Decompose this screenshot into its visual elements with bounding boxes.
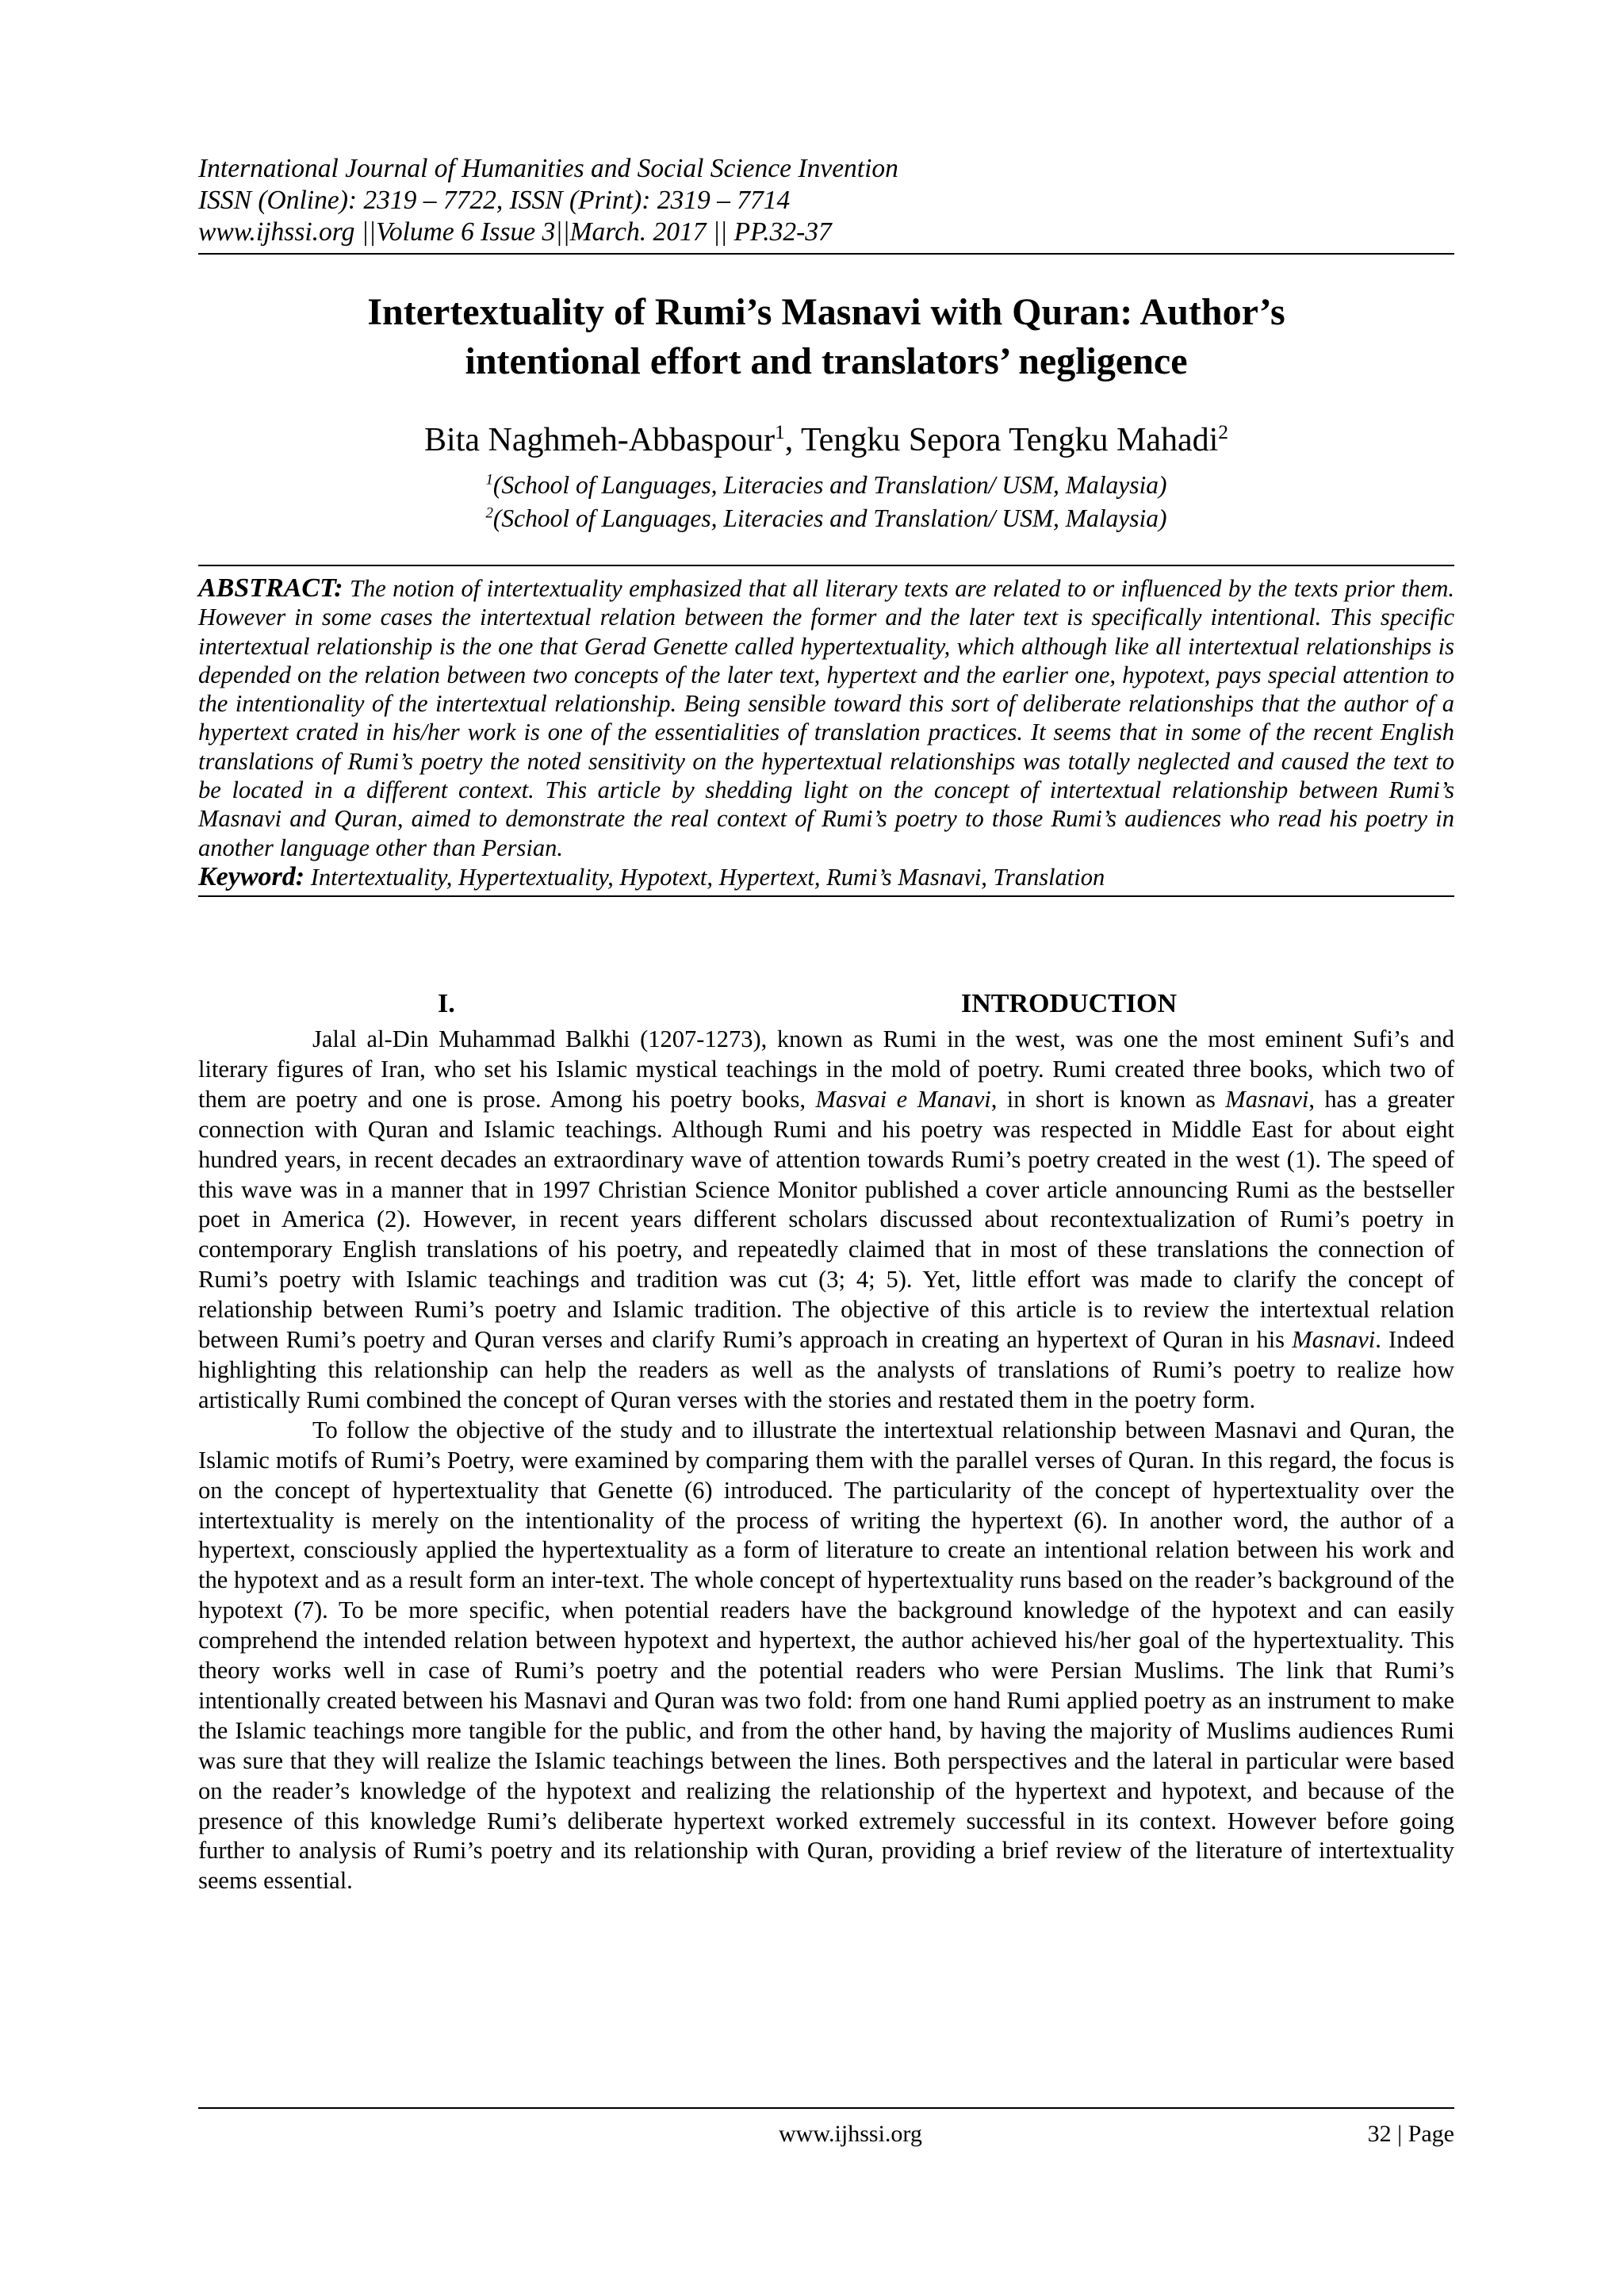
author-1: Bita Naghmeh-Abbaspour	[424, 422, 776, 458]
paragraph-1-italic-2: Masnavi	[1225, 1085, 1309, 1113]
footer-page-number: 32 | Page	[1367, 2121, 1454, 2147]
journal-name: International Journal of Humanities and Social Science Invention	[198, 154, 898, 183]
affiliation-2	[198, 503, 1454, 535]
keyword-label: Keyword:	[198, 861, 305, 891]
title-line-1: Intertextuality of Rumi’s Masnavi with Quran: Author’s	[367, 291, 1285, 333]
paragraph-2: To follow the objective of the study and to illustrate the intertextual relationship between Masnavi and Quran, the Islamic motifs of Rumi’s Poetry, were examined by comparing them with the parallel verses of Quran. In this regard, the focus is on the concept of hypertextuality that Genette (6) introduced. The particularity of the concept of hypertextuality over the intertextuality is merely on the intentionality of the process of writing the hypertext (6). In another word, the author of a hypertext, consciously applied the hypertextuality as a form of literature to create an intentional relation between his work and the hypotext and as a result form an inter-text. The whole concept of hypertextuality runs based on the reader’s background of the hypotext (7). To be more specific, when potential readers have the background knowledge of the hypotext and can easily comprehend the intended relation between hypotext and hypertext, the author achieved his/her goal of the hypertextuality. This theory works well in case of Rumi’s poetry and the potential readers who were Persian Muslims. The link that Rumi’s intentionally created between his Masnavi and Quran was two fold: from one hand Rumi applied poetry as an instrument to make the Islamic teachings more tangible for the public, and from the other hand, by having the majority of Muslims audiences Rumi was sure that they will realize the Islamic teachings between the lines. Both perspectives and the lateral in particular were based on the reader’s knowledge of the hypotext and realizing the relationship of the hypertext and hypotext, and because of the presence of this knowledge Rumi’s deliberate hypertext worked extremely successful in its context. However before going further to analysis of Rumi’s poetry and its relationship with Quran, providing a brief review of the literature of intertextuality seems essential.	[198, 1416, 1454, 1895]
body-text	[198, 1025, 1454, 1896]
affiliation-1-mark: 1	[485, 471, 493, 489]
authors-line	[198, 420, 1454, 460]
paragraph-1-italic-3: Masnavi	[1292, 1326, 1376, 1354]
journal-issn: ISSN (Online): 2319 – 7722, ISSN (Print): 2319 – 7714	[198, 186, 791, 215]
footer-site: www.ijhssi.org	[779, 2121, 922, 2147]
section-name: INTRODUCTION	[961, 989, 1178, 1018]
paragraph-1-part-a: Jalal al-Din Muhammad Balkhi (1207-1273), known as Rumi in the west, was one the most eminent Sufi’s and literary figures of Iran, who set his Islamic mystical teachings in the mold of poetry. Rumi created three books, which two of them are poetry and one is prose. Among his poetry books,	[198, 1025, 1454, 1113]
author-2: Tengku Sepora Tengku Mahadi	[800, 422, 1219, 458]
paragraph-1-italic-1: Masvai e Manavi	[815, 1085, 991, 1113]
journal-volume: www.ijhssi.org ||Volume 6 Issue 3||March. 2017 || PP.32-37	[198, 217, 832, 247]
title-line-2: intentional effort and translators’ negligence	[465, 340, 1188, 382]
author-separator: ,	[784, 422, 801, 458]
journal-header	[198, 153, 1454, 255]
abstract-text: The notion of intertextuality emphasized that all literary texts are related to or influenced by the texts prior them. However in some cases the intertextual relation between the former and the later text is specifically intentional. This specific intertextual relationship is the one that Gerad Genette called hypertextuality, which although like all intertextual relationships is depended on the relation between two concepts of the later text, hypertext and the earlier one, hypotext, pays special attention to the intentionality of the intertextual relationship. Being sensible toward this sort of deliberate relationships that the author of a hypertext crated in his/her work is one of the essentialities of translation practices. It seems that in some of the recent English translations of Rumi’s poetry the noted sensitivity on the hypertextual relationships was totally neglected and caused the text to be located in a different context. This article by shedding light on the concept of intertextual relationship between Rumi’s Masnavi and Quran, aimed to demonstrate the real context of Rumi’s poetry to those Rumi’s audiences who read his poetry in another language other than Persian.	[198, 575, 1454, 861]
affiliation-1-text: (School of Languages, Literacies and Translation/ USM, Malaysia)	[492, 471, 1167, 499]
section-number: I.	[438, 989, 455, 1018]
paragraph-1-part-b: , in short is known as	[990, 1085, 1226, 1113]
affiliation-1	[198, 470, 1454, 501]
abstract-label: ABSTRACT:	[198, 573, 343, 603]
paragraph-1-part-d: . Indeed highlighting this relationship can help the readers as well as the analysts of translations of Rumi’s poetry to realize how artistically Rumi combined the concept of Quran verses with the stories and restated them in the poetry form.	[198, 1326, 1454, 1413]
paragraph-1-part-c: , has a greater connection with Quran and Islamic teachings. Although Rumi and his poetry was respected in Middle East for about eight hundred years, in recent decades an extraordinary wave of attention towards Rumi’s poetry created in the west (1). The speed of this wave was in a manner that in 1997 Christian Science Monitor published a cover article announcing Rumi as the bestseller poet in America (2). However, in recent years different scholars discussed about recontextualization of Rumi’s poetry in contemporary English translations of his poetry, and repeatedly claimed that in most of these translations the connection of Rumi’s poetry with Islamic teachings and tradition was cut (3; 4; 5). Yet, little effort was made to clarify the concept of relationship between Rumi’s poetry and Islamic tradition. The objective of this article is to review the intertextual relation between Rumi’s poetry and Quran verses and clarify Rumi’s approach in creating an hypertext of Quran in his	[198, 1085, 1455, 1354]
author-2-mark: 2	[1218, 422, 1228, 443]
paragraph-1	[198, 1025, 1454, 1416]
affiliation-2-text: (School of Languages, Literacies and Translation/ USM, Malaysia)	[492, 504, 1167, 532]
keyword-text: Intertextuality, Hypertextuality, Hypotext, Hypertext, Rumi’s Masnavi, Translation	[304, 863, 1105, 891]
abstract	[198, 574, 1454, 862]
paper-title	[198, 288, 1454, 386]
page-footer	[198, 2107, 1454, 2147]
keywords	[198, 862, 1454, 892]
author-1-mark: 1	[775, 422, 785, 443]
affiliation-2-mark: 2	[485, 504, 493, 522]
abstract-section	[198, 565, 1454, 897]
